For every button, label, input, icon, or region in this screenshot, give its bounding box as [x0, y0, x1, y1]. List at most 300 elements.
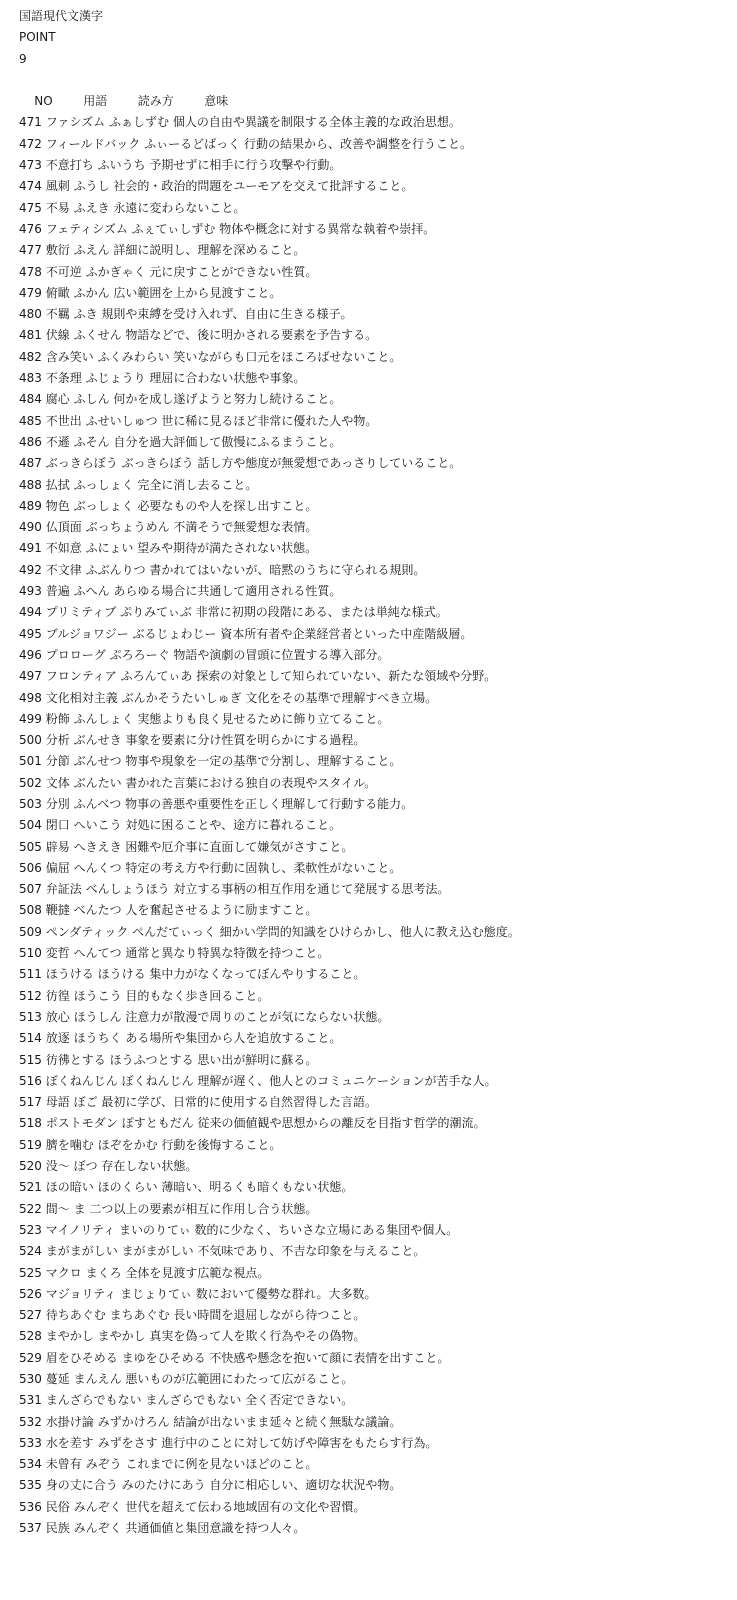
entry-reading: まんえん — [73, 1372, 122, 1386]
entry-reading: ふっしょく — [73, 477, 134, 492]
entry-term: 民族 — [45, 1521, 70, 1536]
entry-meaning: 笑いながらも口元をほころばせないこと。 — [173, 349, 402, 364]
entry-term: 不条理 — [45, 371, 82, 386]
entry-term: 不世出 — [45, 413, 82, 428]
entry-row — [19, 1177, 737, 1198]
entry-term: ブルジョワジー — [45, 626, 129, 641]
entry-no: 530 — [19, 1372, 42, 1386]
entry-reading: ふへん — [73, 584, 110, 599]
entry-reading: ふしん — [73, 392, 110, 407]
entry-row — [19, 922, 737, 943]
entry-no: 473 — [19, 158, 42, 173]
entry-meaning: 理屈に合わない状態や事象。 — [149, 371, 306, 386]
entry-reading: ふんしょく — [73, 711, 134, 726]
entry-row — [19, 624, 737, 645]
entry-meaning: 物語などで、後に明かされる要素を予告する。 — [125, 328, 378, 343]
entry-term: ぼくねんじん — [45, 1073, 118, 1088]
entry-reading: べんしょうほう — [85, 882, 170, 897]
entry-meaning: 理解が遅く、他人とのコミュニケーションが苦手な人。 — [197, 1073, 497, 1088]
entry-term: 鞭撻 — [45, 903, 70, 918]
entry-row — [19, 794, 737, 815]
entry-row — [19, 709, 737, 730]
entry-row — [19, 1348, 737, 1369]
entry-row — [19, 1518, 737, 1539]
entry-meaning: 全体を見渡す広範な視点。 — [125, 1265, 270, 1280]
entry-row — [19, 837, 737, 858]
entry-meaning: 何かを成し遂げようと努力し続けること。 — [113, 392, 342, 407]
entry-reading: ふぁしずむ — [108, 115, 169, 130]
entry-meaning: 必要なものや人を探し出すこと。 — [137, 498, 318, 513]
entry-meaning: 規則や束縛を受け入れず、自由に生きる様子。 — [101, 307, 353, 322]
entry-row — [19, 1412, 737, 1433]
entry-meaning: ある場所や集団から人を追放すること。 — [125, 1031, 342, 1046]
entry-term: 蔓延 — [45, 1372, 70, 1386]
entry-meaning: 対立する事柄の相互作用を通じて発展する思考法。 — [173, 882, 450, 897]
entry-meaning: 広い範囲を上から見渡すこと。 — [113, 285, 282, 300]
entry-term: 風刺 — [45, 179, 70, 194]
entry-row — [19, 198, 737, 219]
entry-meaning: あらゆる場合に共通して適用される性質。 — [113, 584, 342, 599]
entry-term: まやかし — [45, 1329, 94, 1344]
entry-list — [19, 112, 737, 1539]
entry-reading: ふかぎゃく — [85, 264, 146, 279]
entry-term: 弁証法 — [45, 882, 82, 897]
entry-no: 493 — [19, 584, 42, 599]
entry-term: ポストモダン — [45, 1116, 118, 1131]
entry-reading: ふぃーるどばっく — [144, 136, 241, 151]
entry-no: 503 — [19, 796, 42, 811]
entry-meaning: 共通価値と集団意識を持つ人々。 — [125, 1521, 306, 1536]
entry-no: 485 — [19, 413, 42, 428]
entry-term: 身の丈に合う — [45, 1478, 118, 1493]
entry-no: 512 — [19, 988, 42, 1003]
entry-term: 変哲 — [45, 946, 70, 961]
entry-meaning: 通常と異なり特異な特徴を持つこと。 — [125, 946, 330, 961]
entry-reading: ふろんてぃあ — [120, 669, 193, 684]
entry-no: 492 — [19, 562, 42, 577]
entry-reading: ぼくねんじん — [121, 1073, 194, 1088]
entry-no: 484 — [19, 392, 42, 407]
entry-term: フェティシズム — [45, 221, 128, 236]
entry-no: 516 — [19, 1073, 42, 1088]
entry-reading: ぶっしょく — [73, 498, 134, 513]
entry-row — [19, 112, 737, 133]
entry-reading: ほのくらい — [97, 1180, 158, 1195]
entry-term: 含み笑い — [45, 349, 94, 364]
entry-meaning: 真実を偽って人を欺く行為やその偽物。 — [149, 1329, 366, 1344]
entry-reading: へんてつ — [73, 946, 122, 961]
entry-no: 494 — [19, 605, 42, 620]
entry-row — [19, 283, 737, 304]
entry-no: 480 — [19, 307, 42, 322]
entry-meaning: 細かい学問的知識をひけらかし、他人に教え込む態度。 — [219, 924, 520, 939]
entry-no: 513 — [19, 1009, 42, 1024]
entry-no: 491 — [19, 541, 42, 556]
entry-meaning: 不満そうで無愛想な表情。 — [173, 520, 318, 535]
entry-meaning: 社会的・政治的問題をユーモアを交えて批評すること。 — [113, 179, 414, 194]
entry-meaning: 物事や現象を一定の基準で分割し、理解すること。 — [125, 754, 402, 769]
entry-meaning: 物体や概念に対する異常な執着や崇拝。 — [219, 221, 436, 236]
entry-term: 不文律 — [45, 562, 82, 577]
entry-meaning: 悪いものが広範囲にわたって広がること。 — [125, 1372, 354, 1386]
entry-row — [19, 602, 737, 623]
entry-term: ほの暗い — [45, 1180, 94, 1195]
entry-meaning: 物語や演劇の冒頭に位置する導入部分。 — [173, 647, 390, 662]
entry-reading: ふにょい — [85, 541, 134, 556]
entry-meaning: 書かれてはいないが、暗黙のうちに守られる規則。 — [149, 562, 426, 577]
entry-row — [19, 773, 737, 794]
entry-no: 525 — [19, 1265, 42, 1280]
entry-row — [19, 1071, 737, 1092]
entry-no: 472 — [19, 136, 42, 151]
entry-row — [19, 879, 737, 900]
entry-meaning: 詳細に説明し、理解を深めること。 — [113, 243, 306, 258]
entry-meaning: 従来の価値観や思想からの離反を目指す哲学的潮流。 — [197, 1116, 486, 1131]
entry-term: まがまがしい — [45, 1244, 118, 1259]
entry-row — [19, 496, 737, 517]
entry-row — [19, 943, 737, 964]
entry-no: 528 — [19, 1329, 42, 1344]
entry-row — [19, 411, 737, 432]
entry-no: 529 — [19, 1350, 42, 1365]
entry-reading: ほうふつとする — [109, 1052, 194, 1067]
entry-no: 481 — [19, 328, 42, 343]
entry-no: 509 — [19, 924, 42, 939]
entry-row — [19, 1475, 737, 1496]
entry-reading: ぷろろーぐ — [109, 647, 170, 662]
header-no: NO — [34, 94, 53, 109]
entry-term: ほうける — [45, 967, 94, 982]
entry-row — [19, 1390, 737, 1411]
entry-term: 不如意 — [45, 541, 82, 556]
entry-term: プロローグ — [45, 647, 106, 662]
entry-term: 未曾有 — [45, 1457, 82, 1472]
entry-row — [19, 1263, 737, 1284]
point-label: POINT — [19, 30, 56, 45]
entry-meaning: 世代を超えて伝わる地域固有の文化や習慣。 — [125, 1499, 366, 1514]
entry-meaning: 注意力が散漫で周りのことが気にならない状態。 — [125, 1009, 390, 1024]
entry-no: 507 — [19, 882, 42, 897]
entry-meaning: 対処に困ることや、途方に暮れること。 — [125, 818, 342, 833]
entry-meaning: 物事の善悪や重要性を正しく理解して行動する能力。 — [125, 796, 414, 811]
entry-no: 524 — [19, 1244, 42, 1259]
entry-no: 515 — [19, 1052, 42, 1067]
entry-no: 527 — [19, 1308, 42, 1323]
entry-meaning: 完全に消し去ること。 — [137, 477, 258, 492]
entry-reading: まじょりてぃ — [120, 1286, 192, 1301]
entry-reading: ぶっちょうめん — [85, 520, 170, 535]
entry-meaning: 文化をその基準で理解すべき立場。 — [245, 690, 438, 705]
entry-term: ぶっきらぼう — [45, 456, 118, 471]
entry-meaning: 数的に少なく、ちいさな立場にある集団や個人。 — [194, 1222, 459, 1237]
entry-no: 483 — [19, 371, 42, 386]
entry-row — [19, 432, 737, 453]
entry-reading: ま — [73, 1201, 86, 1216]
entry-reading: ふえん — [73, 243, 110, 258]
entry-row — [19, 453, 737, 474]
entry-no: 533 — [19, 1435, 42, 1450]
entry-reading: ふえき — [73, 200, 110, 215]
entry-reading: ふかん — [73, 285, 110, 300]
entry-term: 分析 — [45, 733, 70, 748]
entry-no: 534 — [19, 1457, 42, 1472]
entry-term: 腐心 — [45, 392, 70, 407]
entry-row — [19, 1497, 737, 1518]
entry-term: フロンティア — [45, 669, 117, 684]
entry-reading: ふくみわらい — [97, 349, 170, 364]
entry-term: 放逐 — [45, 1031, 70, 1046]
entry-no: 482 — [19, 349, 42, 364]
entry-no: 486 — [19, 434, 42, 449]
entry-no: 517 — [19, 1095, 42, 1110]
entry-no: 521 — [19, 1180, 42, 1195]
entry-term: 不羈 — [45, 307, 70, 322]
entry-row — [19, 688, 737, 709]
entry-row — [19, 1220, 737, 1241]
entry-row — [19, 389, 737, 410]
entry-meaning: 非常に初期の段階にある、または単純な様式。 — [195, 605, 448, 620]
entry-no: 522 — [19, 1201, 42, 1216]
entry-meaning: 数において優勢な群れ。大多数。 — [195, 1286, 377, 1301]
entry-reading: ぶんせき — [73, 733, 122, 748]
entry-row — [19, 1028, 737, 1049]
entry-reading: ぶんかそうたいしゅぎ — [121, 690, 242, 705]
entry-term: 払拭 — [45, 477, 70, 492]
entry-meaning: 永遠に変わらないこと。 — [113, 200, 246, 215]
entry-no: 505 — [19, 839, 42, 854]
entry-no: 499 — [19, 711, 42, 726]
entry-reading: ぶんせつ — [73, 754, 122, 769]
entry-term: 偏屈 — [45, 860, 70, 875]
document-title: 国語現代文漢字 — [19, 9, 104, 23]
entry-no: 490 — [19, 520, 42, 535]
entry-term: 彷彿とする — [45, 1052, 106, 1067]
entry-term: 間～ — [45, 1201, 70, 1216]
entry-term: ペンダティック — [45, 924, 129, 939]
entry-no: 514 — [19, 1031, 42, 1046]
entry-meaning: 長い時間を退屈しながら待つこと。 — [173, 1308, 366, 1323]
entry-term: フィールドバック — [45, 136, 141, 151]
entry-reading: べんたつ — [73, 903, 122, 918]
entry-term: 文化相対主義 — [45, 690, 118, 705]
header-term: 用語 — [83, 94, 108, 109]
entry-row — [19, 1113, 737, 1134]
entry-term: まんざらでもない — [45, 1393, 142, 1408]
entry-no: 476 — [19, 221, 42, 236]
entry-term: 臍を噛む — [45, 1137, 94, 1152]
entry-reading: みんぞく — [73, 1521, 122, 1536]
entry-reading: ぶっきらぼう — [121, 456, 194, 471]
entry-row — [19, 347, 737, 368]
entry-reading: ぶんたい — [73, 775, 122, 790]
entry-term: 仏頂面 — [45, 520, 82, 535]
entry-meaning: 薄暗い、明るくも暗くもない状態。 — [161, 1180, 354, 1195]
entry-no: 495 — [19, 626, 42, 641]
entry-row — [19, 368, 737, 389]
entry-term: 俯瞰 — [45, 285, 70, 300]
entry-meaning: これまでに例を見ないほどのこと。 — [125, 1457, 318, 1472]
entry-meaning: 思い出が鮮明に蘇る。 — [197, 1052, 318, 1067]
entry-reading: まがまがしい — [121, 1244, 194, 1259]
entry-no: 471 — [19, 115, 42, 130]
entry-meaning: 不気味であり、不吉な印象を与えること。 — [197, 1244, 426, 1259]
entry-row — [19, 645, 737, 666]
spacer — [19, 70, 737, 91]
entry-row — [19, 325, 737, 346]
entry-meaning: 探索の対象として知られていない、新たな領域や分野。 — [196, 669, 497, 684]
entry-row — [19, 751, 737, 772]
entry-reading: ふぇてぃしずむ — [131, 221, 216, 236]
entry-term: 分別 — [45, 796, 70, 811]
header-reading: 読み方 — [137, 94, 174, 109]
entry-term: 母語 — [45, 1095, 70, 1110]
entry-no: 477 — [19, 243, 42, 258]
entry-reading: ぽすともだん — [121, 1116, 194, 1131]
entry-reading: みぞう — [85, 1457, 122, 1472]
entry-reading: みずかけろん — [97, 1414, 170, 1429]
entry-reading: ほぞをかむ — [97, 1137, 158, 1152]
entry-reading: ぼつ — [73, 1159, 98, 1174]
entry-no: 537 — [19, 1521, 42, 1536]
entry-row — [19, 1284, 737, 1305]
entry-reading: ふくせん — [73, 328, 122, 343]
point-number: 9 — [19, 51, 27, 66]
entry-row — [19, 964, 737, 985]
entry-term: 彷徨 — [45, 988, 70, 1003]
entry-row — [19, 1199, 737, 1220]
entry-no: 504 — [19, 818, 42, 833]
entry-term: 不意打ち — [45, 158, 94, 173]
entry-meaning: 個人の自由や異議を制限する全体主義的な政治思想。 — [172, 115, 461, 130]
entry-meaning: 結論が出ないまま延々と続く無駄な議論。 — [173, 1414, 402, 1429]
entry-row — [19, 1156, 737, 1177]
entry-row — [19, 815, 737, 836]
entry-meaning: 自分に相応しい、適切な状況や物。 — [209, 1478, 402, 1493]
entry-term: 不可逆 — [45, 264, 82, 279]
entry-row — [19, 517, 737, 538]
entry-meaning: 資本所有者や企業経営者といった中産階級層。 — [220, 626, 473, 641]
entry-meaning: 進行中のことに対して妨げや障害をもたらす行為。 — [161, 1435, 438, 1450]
entry-meaning: 人を奮起させるように励ますこと。 — [125, 903, 318, 918]
entry-row — [19, 134, 737, 155]
entry-reading: まんざらでもない — [145, 1393, 242, 1408]
entry-row — [19, 304, 737, 325]
entry-meaning: 存在しない状態。 — [101, 1159, 198, 1174]
entry-term: 水掛け論 — [45, 1414, 94, 1429]
entry-meaning: 事象を要素に分け性質を明らかにする過程。 — [125, 733, 366, 748]
entry-term: 分節 — [45, 754, 70, 769]
entry-term: マクロ — [45, 1265, 82, 1280]
entry-row — [19, 560, 737, 581]
entry-term: プリミティブ — [45, 605, 117, 620]
entry-term: 放心 — [45, 1009, 70, 1024]
entry-meaning: 望みや期待が満たされない状態。 — [137, 541, 318, 556]
entry-meaning: 元に戻すことができない性質。 — [149, 264, 318, 279]
entry-meaning: 話し方や態度が無愛想であっさりしていること。 — [197, 456, 462, 471]
entry-reading: へんくつ — [73, 860, 122, 875]
entry-no: 518 — [19, 1116, 42, 1131]
entry-row — [19, 1369, 737, 1390]
entry-no: 502 — [19, 775, 42, 790]
entry-no: 500 — [19, 733, 42, 748]
entry-term: 不易 — [45, 200, 70, 215]
entry-reading: ほうちく — [73, 1031, 122, 1046]
entry-meaning: 困難や厄介事に直面して嫌気がさすこと。 — [125, 839, 354, 854]
column-header-row — [19, 91, 737, 112]
entry-row — [19, 900, 737, 921]
entry-meaning: 特定の考え方や行動に固執し、柔軟性がないこと。 — [125, 860, 402, 875]
entry-meaning: 世に稀に見るほど非常に優れた人や物。 — [161, 413, 378, 428]
entry-term: 普遍 — [45, 584, 70, 599]
entry-row — [19, 1007, 737, 1028]
entry-reading: まやかし — [97, 1329, 146, 1344]
entry-row — [19, 986, 737, 1007]
entry-term: マジョリティ — [45, 1286, 117, 1301]
entry-meaning: 全く否定できない。 — [245, 1393, 354, 1408]
entry-reading: ふじょうり — [85, 371, 146, 386]
entry-term: 眉をひそめる — [45, 1350, 118, 1365]
entry-no: 510 — [19, 946, 42, 961]
entry-row — [19, 730, 737, 751]
entry-term: 没～ — [45, 1159, 70, 1174]
entry-meaning: 自分を過大評価して傲慢にふるまうこと。 — [113, 434, 342, 449]
entry-row — [19, 240, 737, 261]
entry-meaning: 最初に学び、日常的に使用する自然習得した言語。 — [101, 1095, 377, 1110]
entry-row — [19, 538, 737, 559]
entry-reading: へきえき — [73, 839, 122, 854]
entry-no: 501 — [19, 754, 42, 769]
entry-term: マイノリティ — [45, 1222, 116, 1237]
entry-reading: ぷりみてぃぶ — [120, 605, 192, 620]
entry-term: 民俗 — [45, 1499, 70, 1514]
entry-no: 474 — [19, 179, 42, 194]
entry-row — [19, 155, 737, 176]
entry-no: 487 — [19, 456, 42, 471]
entry-no: 488 — [19, 477, 42, 492]
entry-row — [19, 1326, 737, 1347]
entry-meaning: 集中力がなくなってぼんやりすること。 — [149, 967, 366, 982]
entry-reading: ふうし — [73, 179, 110, 194]
entry-no: 489 — [19, 498, 42, 513]
entry-no: 511 — [19, 967, 42, 982]
entry-term: 水を差す — [45, 1435, 94, 1450]
entry-reading: まゆをひそめる — [121, 1350, 206, 1365]
entry-row — [19, 176, 737, 197]
entry-no: 496 — [19, 647, 42, 662]
entry-reading: ほうける — [97, 967, 146, 982]
header-meaning: 意味 — [204, 94, 229, 109]
entry-row — [19, 581, 737, 602]
entry-no: 497 — [19, 669, 42, 684]
entry-row — [19, 1050, 737, 1071]
entry-no: 506 — [19, 860, 42, 875]
entry-meaning: 二つ以上の要素が相互に作用し合う状態。 — [89, 1201, 318, 1216]
entry-term: 物色 — [45, 498, 70, 513]
entry-reading: ぼご — [73, 1095, 98, 1110]
entry-row — [19, 262, 737, 283]
entry-term: 敷衍 — [45, 243, 70, 258]
entry-no: 536 — [19, 1499, 42, 1514]
entry-no: 532 — [19, 1414, 42, 1429]
entry-reading: まいのりてぃ — [118, 1222, 191, 1237]
entry-reading: ほうこう — [73, 988, 122, 1003]
entry-term: 閉口 — [45, 818, 70, 833]
entry-reading: みのたけにあう — [121, 1478, 206, 1493]
entry-row — [19, 1241, 737, 1262]
entry-row — [19, 475, 737, 496]
entry-reading: まくろ — [85, 1265, 122, 1280]
entry-term: 文体 — [45, 775, 70, 790]
